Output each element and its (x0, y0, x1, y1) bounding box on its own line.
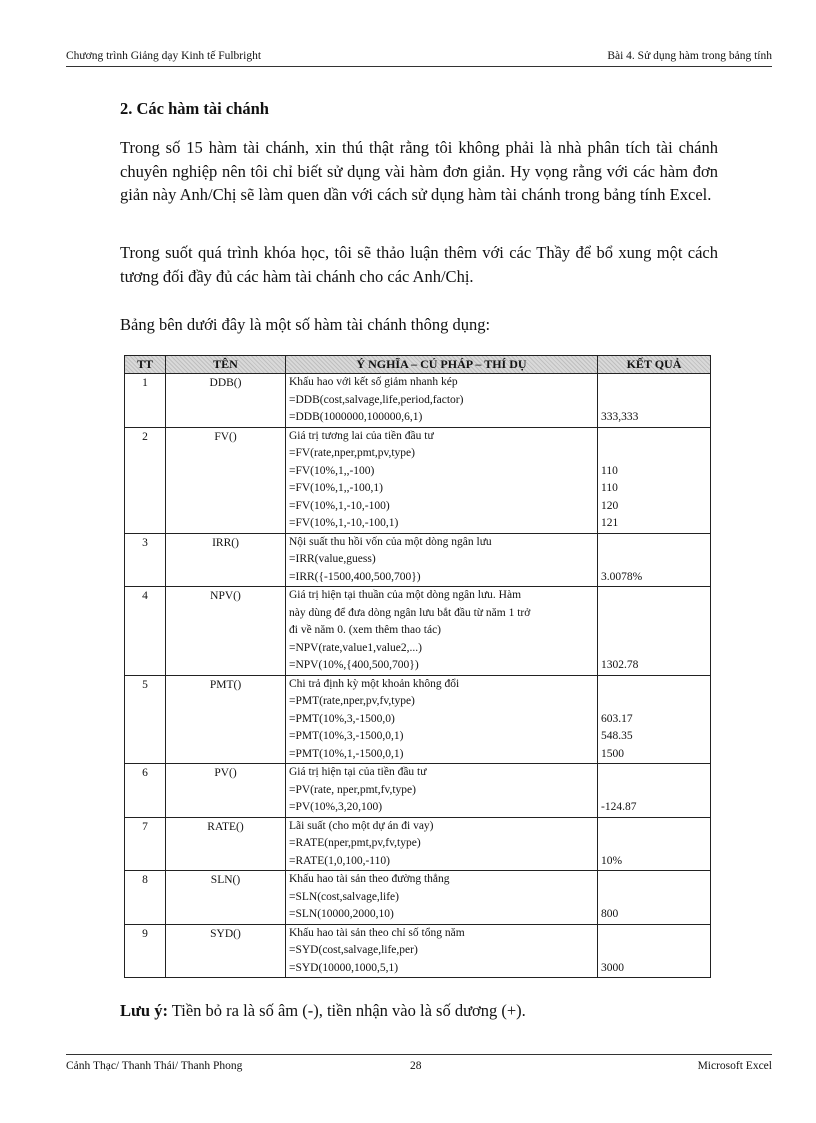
description-line: =FV(10%,1,,-100) (289, 464, 375, 477)
header-right: Bài 4. Sử dụng hàm trong bảng tính (607, 50, 772, 62)
description-line: Giá trị hiện tại của tiền đầu tư (289, 766, 427, 778)
result-line: 10% (601, 854, 623, 867)
description-line: =IRR({-1500,400,500,700}) (289, 570, 421, 583)
result-line (598, 925, 710, 943)
function-description (286, 427, 598, 533)
description-line: =FV(10%,1,-10,-100) (289, 499, 390, 512)
result-line: 3.0078% (601, 570, 643, 583)
result-line: 1302.78 (601, 659, 639, 671)
function-result (598, 764, 711, 818)
description-line: Giá trị hiện tại thuần của một dòng ngân lưu. Hàm (289, 589, 522, 601)
description-line: =RATE(nper,pmt,pv,fv,type) (289, 837, 421, 849)
result-line (598, 764, 710, 782)
footer-right: Microsoft Excel (697, 1060, 772, 1072)
function-description (286, 924, 598, 978)
description-line: =RATE(1,0,100,-110) (289, 854, 390, 867)
description-line: =SYD(cost,salvage,life,per) (289, 944, 418, 956)
result-line: 333,333 (601, 411, 639, 423)
row-number: 4 (125, 587, 166, 676)
description-line: =SLN(10000,2000,10) (289, 908, 394, 920)
description-line: Giá trị tương lai của tiền đầu tư (289, 429, 434, 442)
description-line: =PMT(10%,3,-1500,0) (289, 712, 395, 725)
description-line: Khấu hao tài sản theo chỉ số tổng năm (289, 926, 465, 939)
page-number: 28 (410, 1060, 422, 1072)
row-number: 9 (125, 924, 166, 978)
row-number: 5 (125, 675, 166, 764)
function-description (286, 675, 598, 764)
description-line: =NPV(10%,{400,500,700}) (289, 659, 419, 671)
table-body (125, 374, 711, 978)
result-line: 121 (601, 517, 619, 529)
description-line: =PV(10%,3,20,100) (289, 801, 383, 813)
footer-authors: Cảnh Thạc/ Thanh Thái/ Thanh Phong (66, 1060, 243, 1072)
function-name: FV() (166, 427, 286, 533)
financial-functions-table (124, 355, 711, 978)
description-line: =FV(10%,1,,-100,1) (289, 482, 384, 494)
function-result (598, 817, 711, 871)
result-line: -124.87 (601, 801, 637, 813)
result-line (598, 640, 710, 658)
description-line: Nội suất thu hồi vốn của một dòng ngân lưu (289, 535, 492, 548)
result-line: 120 (601, 499, 619, 512)
description-line: =NPV(rate,value1,value2,...) (289, 641, 422, 654)
function-result (598, 587, 711, 676)
description-line: đi về năm 0. (xem thêm thao tác) (289, 624, 442, 636)
result-line (598, 392, 710, 410)
paragraph-table-intro: Bảng bên dưới đây là một số hàm tài chánh thông dụng: (120, 315, 491, 334)
description-line: =PV(rate, nper,pmt,fv,type) (289, 783, 416, 796)
table-row (125, 587, 711, 676)
table-row (125, 427, 711, 533)
function-description (286, 764, 598, 818)
description-line: =PMT(10%,3,-1500,0,1) (289, 730, 404, 742)
row-number: 7 (125, 817, 166, 871)
function-description (286, 374, 598, 428)
paragraph-course: Trong suốt quá trình khóa học, tôi sẽ thảo luận thêm với các Thầy để bổ xung một cách tương đối đầy đủ các hàm tài chánh cho các Anh/Chị. (120, 243, 718, 286)
description-line: Khấu hao với kết số giảm nhanh kép (289, 376, 458, 388)
result-line: 3000 (601, 961, 624, 974)
table-header-row (125, 356, 711, 374)
result-line: 548.35 (601, 730, 633, 742)
row-number: 6 (125, 764, 166, 818)
description-line: Lãi suất (cho một dự án đi vay) (289, 819, 434, 832)
result-line (598, 782, 710, 800)
result-line (598, 587, 710, 605)
function-name: DDB() (166, 374, 286, 428)
description-line: =DDB(cost,salvage,life,period,factor) (289, 393, 464, 406)
function-name: SLN() (166, 871, 286, 925)
result-line (598, 871, 710, 889)
function-result (598, 427, 711, 533)
header-left: Chương trình Giảng dạy Kinh tế Fulbright (66, 50, 262, 62)
result-line (598, 374, 710, 392)
result-line: 110 (601, 482, 618, 494)
result-line (598, 622, 710, 640)
function-result (598, 871, 711, 925)
result-line: 1500 (601, 747, 624, 760)
row-number: 8 (125, 871, 166, 925)
result-line (598, 445, 710, 463)
function-result (598, 924, 711, 978)
function-name: IRR() (166, 533, 286, 587)
result-line (598, 551, 710, 569)
footer-rule (66, 1054, 772, 1055)
note (120, 1001, 526, 1021)
description-line: =DDB(1000000,100000,6,1) (289, 411, 423, 423)
row-number: 3 (125, 533, 166, 587)
description-line: Khấu hao tài sản theo đường thẳng (289, 873, 450, 885)
row-number: 2 (125, 427, 166, 533)
function-result (598, 374, 711, 428)
description-line: =SYD(10000,1000,5,1) (289, 961, 399, 974)
table-row (125, 871, 711, 925)
header-result: KẾT QUẢ (598, 356, 711, 374)
table-row (125, 817, 711, 871)
result-line (598, 534, 710, 552)
table-row (125, 924, 711, 978)
header-tt: TT (125, 356, 166, 374)
function-name: RATE() (166, 817, 286, 871)
description-line: =PMT(rate,nper,pv,fv,type) (289, 695, 415, 707)
function-name: NPV() (166, 587, 286, 676)
description-line: =FV(10%,1,-10,-100,1) (289, 517, 399, 529)
result-line: 110 (601, 464, 618, 477)
row-number: 1 (125, 374, 166, 428)
header-description: Ý NGHĨA – CÚ PHÁP – THÍ DỤ (286, 356, 598, 374)
function-description (286, 587, 598, 676)
result-line (598, 693, 710, 711)
table-row (125, 374, 711, 428)
result-line (598, 942, 710, 960)
function-description (286, 871, 598, 925)
table-row (125, 764, 711, 818)
function-name: SYD() (166, 924, 286, 978)
description-line: Chi trả định kỳ một khoản không đổi (289, 677, 460, 690)
description-line: =PMT(10%,1,-1500,0,1) (289, 747, 404, 760)
function-result (598, 675, 711, 764)
paragraph-intro: Trong số 15 hàm tài chánh, xin thú thật rằng tôi không phải là nhà phân tích tài chánh chuyên nghiệp nên tôi chỉ biết sử dụng vài hàm đơn giản. Hy vọng rằng với các hàm đơn giản này Anh/Chị sẽ làm quen dần với cách sử dụng hàm tài chánh trong bảng tính Excel. (120, 138, 718, 204)
section-title: 2. Các hàm tài chánh (120, 99, 269, 118)
result-line: 800 (601, 908, 619, 920)
page-header (66, 50, 772, 67)
result-line: 603.17 (601, 712, 633, 725)
result-line (598, 835, 710, 853)
function-name: PV() (166, 764, 286, 818)
description-line: này dùng để đưa dòng ngân lưu bắt đầu từ năm 1 trở (289, 606, 531, 619)
result-line (598, 889, 710, 907)
description-line: =SLN(cost,salvage,life) (289, 890, 399, 903)
result-line (598, 605, 710, 623)
result-line (598, 818, 710, 836)
note-label: Lưu ý: (120, 1001, 168, 1020)
header-name: TÊN (166, 356, 286, 374)
result-line (598, 428, 710, 446)
function-name: PMT() (166, 675, 286, 764)
table-row (125, 533, 711, 587)
function-description (286, 533, 598, 587)
note-text: Tiền bỏ ra là số âm (-), tiền nhận vào là số dương (+). (167, 1001, 526, 1020)
table-row (125, 675, 711, 764)
description-line: =IRR(value,guess) (289, 553, 376, 565)
function-result (598, 533, 711, 587)
description-line: =FV(rate,nper,pmt,pv,type) (289, 447, 415, 459)
result-line (598, 676, 710, 694)
function-description (286, 817, 598, 871)
